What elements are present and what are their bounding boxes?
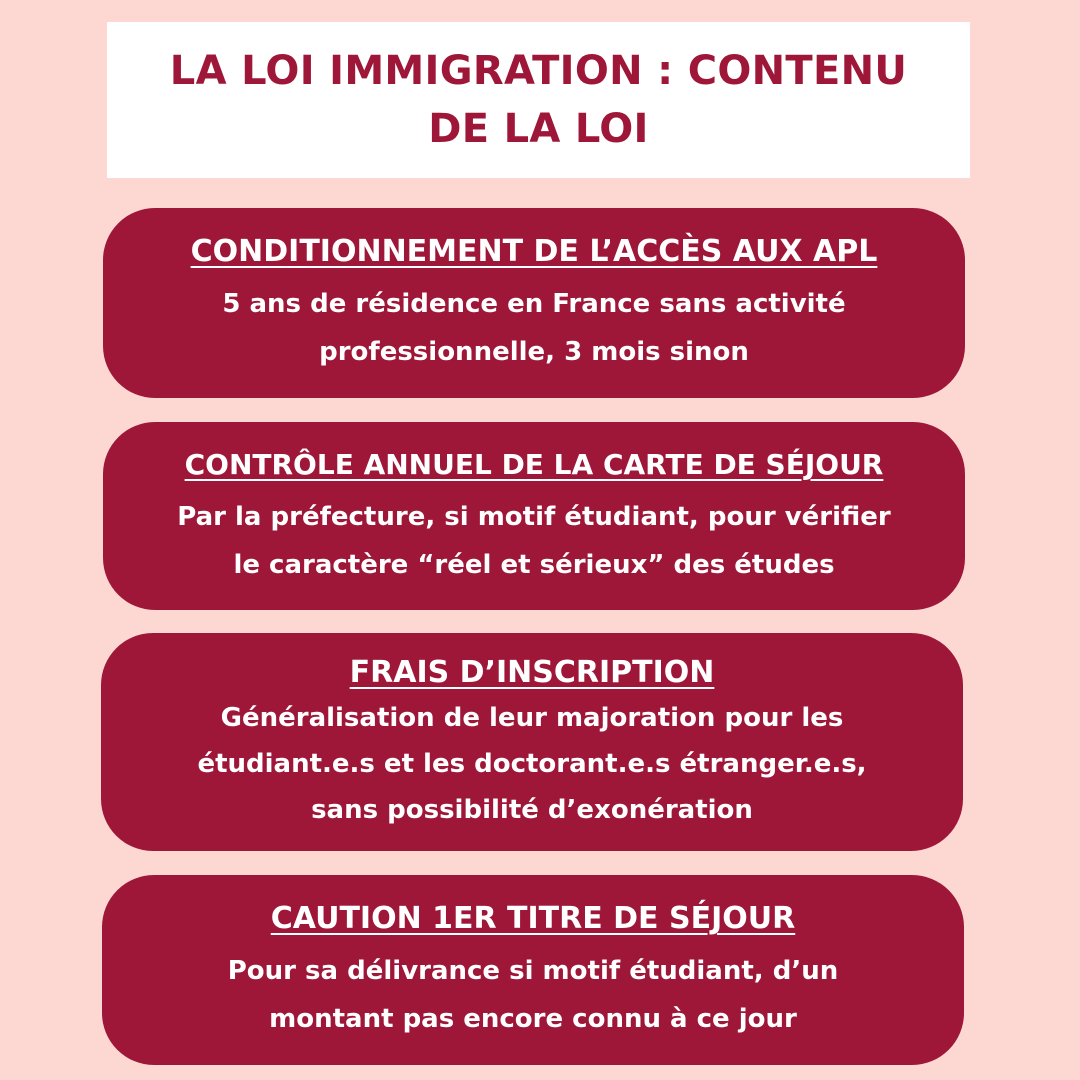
card-text-line: Généralisation de leur majoration pour les bbox=[220, 703, 844, 733]
card-text-line: Pour sa délivrance si motif étudiant, d’un bbox=[227, 956, 839, 986]
card-heading: CONTRÔLE ANNUEL DE LA CARTE DE SÉJOUR bbox=[184, 448, 884, 481]
card-heading: FRAIS D’INSCRIPTION bbox=[349, 655, 715, 690]
card-heading: CAUTION 1ER TITRE DE SÉJOUR bbox=[270, 901, 796, 936]
card-apl-access bbox=[103, 208, 965, 398]
card-text-line: professionnelle, 3 mois sinon bbox=[319, 337, 749, 367]
page-title-line-1: LA LOI IMMIGRATION : CONTENU bbox=[169, 48, 908, 94]
card-text-line: Par la préfecture, si motif étudiant, pour vérifier bbox=[177, 502, 891, 532]
card-residence-permit-control bbox=[103, 422, 965, 610]
card-text-line: le caractère “réel et sérieux” des études bbox=[233, 550, 835, 580]
card-heading: CONDITIONNEMENT DE L’ACCÈS AUX APL bbox=[190, 234, 878, 269]
title-box bbox=[107, 22, 970, 178]
card-text-line: 5 ans de résidence en France sans activité bbox=[222, 289, 846, 319]
card-text-line: montant pas encore connu à ce jour bbox=[269, 1004, 797, 1034]
page-title-line-2: DE LA LOI bbox=[428, 106, 649, 152]
card-registration-fees bbox=[101, 633, 963, 851]
card-first-permit-deposit bbox=[102, 875, 964, 1065]
card-text-line: étudiant.e.s et les doctorant.e.s étranger.e.s, bbox=[197, 749, 867, 779]
card-text-line: sans possibilité d’exonération bbox=[311, 795, 753, 825]
